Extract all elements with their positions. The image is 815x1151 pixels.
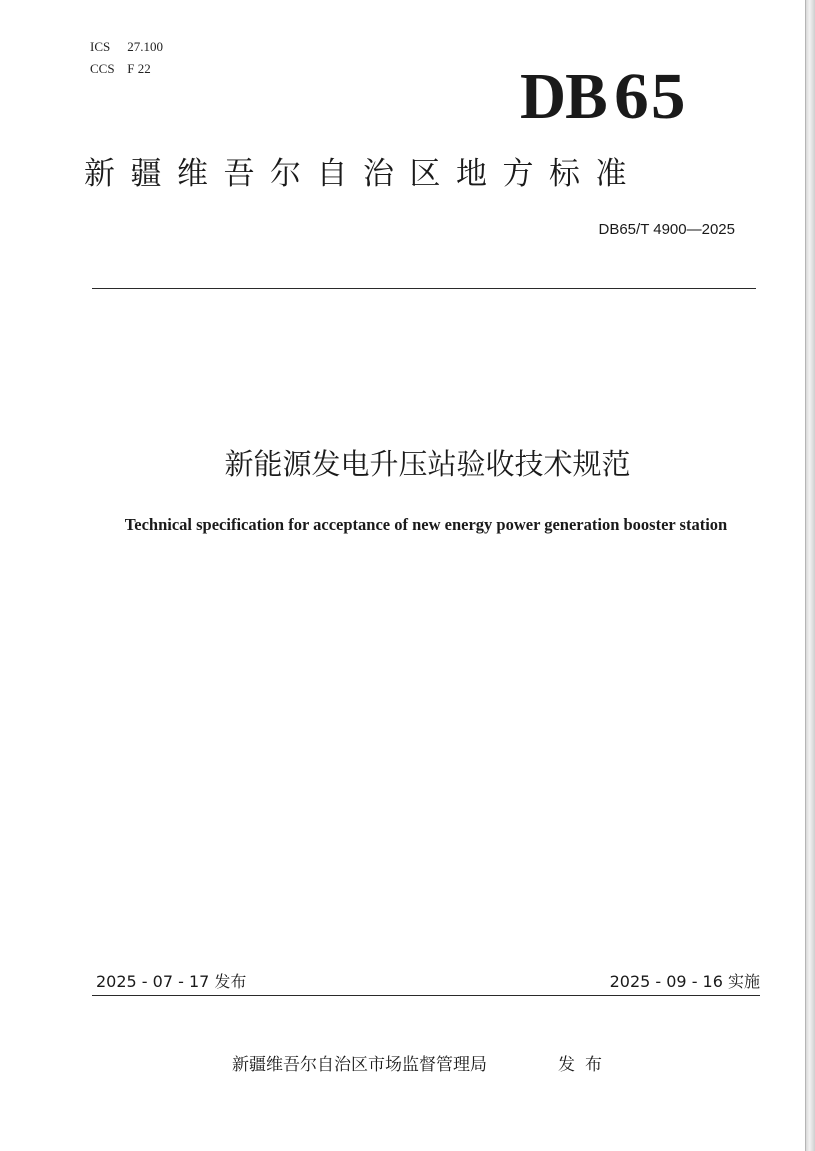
ccs-code bbox=[90, 58, 163, 80]
issuing-authority: 新疆维吾尔自治区市场监督管理局 bbox=[232, 1055, 487, 1075]
implementation-date: 2025 - 09 - 16 实施 bbox=[609, 972, 760, 991]
db-logo-letters: DB bbox=[520, 60, 607, 133]
db-logo bbox=[520, 62, 688, 132]
bottom-divider bbox=[92, 995, 760, 996]
top-divider bbox=[92, 288, 756, 289]
db-logo-number: 65 bbox=[614, 60, 688, 133]
standard-number: DB65/T 4900—2025 bbox=[598, 221, 735, 238]
ics-label: ICS bbox=[90, 39, 111, 54]
ics-code bbox=[90, 36, 163, 58]
standard-category: 新疆维吾尔自治区地方标准 bbox=[84, 156, 642, 192]
ics-value: 27.100 bbox=[127, 39, 163, 54]
scan-edge bbox=[806, 0, 815, 1151]
classification-codes bbox=[90, 36, 163, 80]
issue-date: 2025 - 07 - 17 发布 bbox=[96, 972, 247, 991]
ccs-label: CCS bbox=[90, 61, 115, 76]
title-chinese: 新能源发电升压站验收技术规范 bbox=[224, 447, 631, 481]
title-english: Technical specification for acceptance of new energy power generation booster station bbox=[124, 515, 728, 534]
issue-action: 发布 bbox=[558, 1055, 612, 1075]
ccs-value: F 22 bbox=[127, 61, 151, 76]
